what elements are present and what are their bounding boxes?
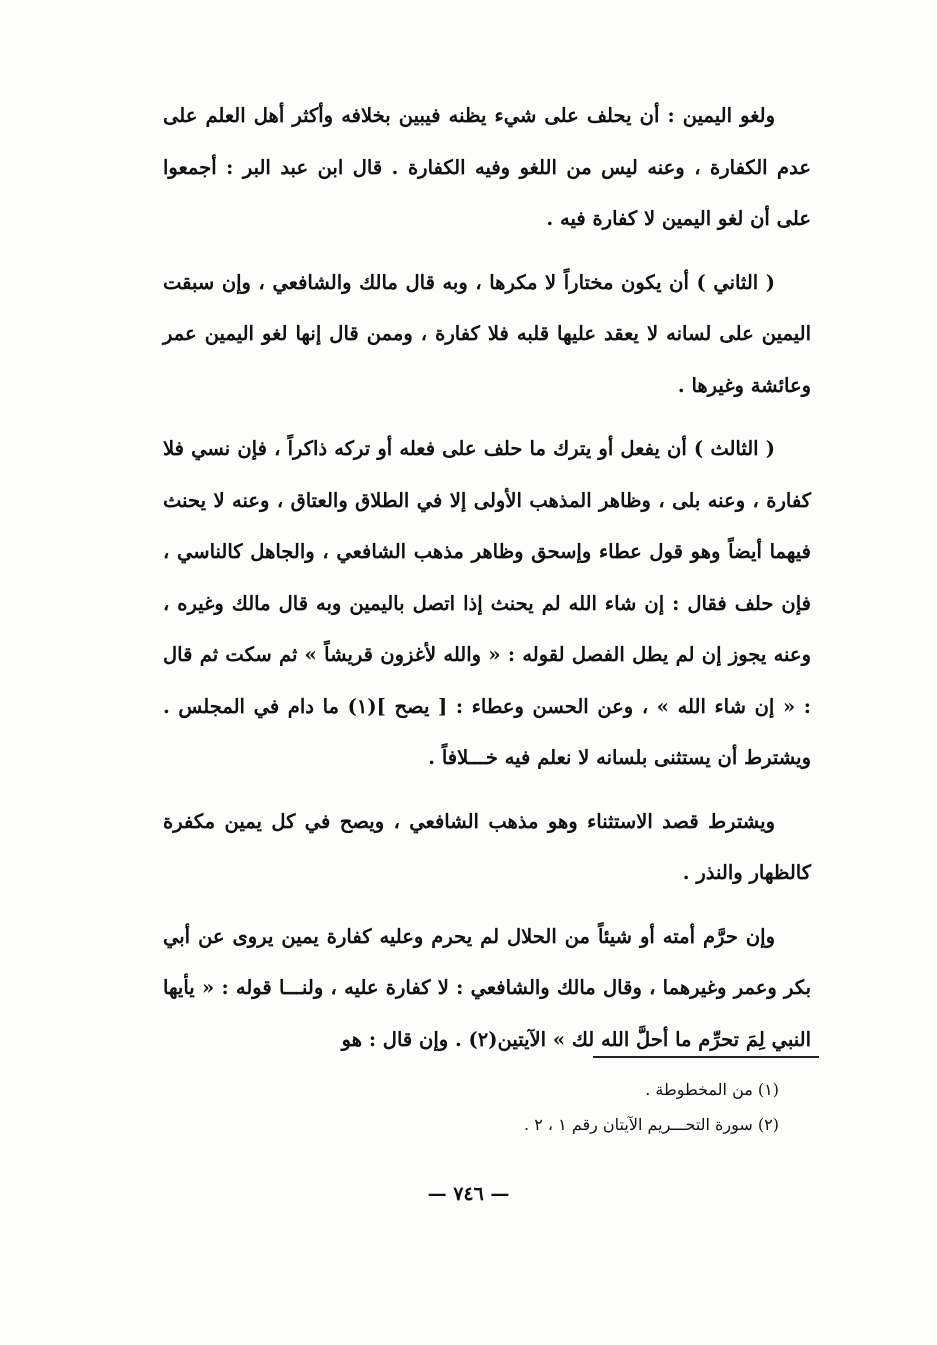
- footnotes: [163, 1072, 779, 1142]
- paragraph-istithna-intent: ويشترط قصد الاستثناء وهو مذهب الشافعي ، ويصح في كل يمين مكفرة كالظهار والنذر .: [163, 809, 811, 884]
- paragraph-prohibiting-lawful: وإن حرَّم أمته أو شيئاً من الحلال لم يحرم وعليه كفارة يمين يروى عن أبي بكر وعمر وغيرهما ، وقال مالك والشافعي : لا كفارة عليه ، ولنـــا قوله : « يأيها النبي لِمَ تحرِّم ما أحلَّ الله لك » الآيتين(٢) . وإن قال : هو: [163, 924, 811, 1051]
- footnote-1: (١) من المخطوطة .: [645, 1080, 779, 1099]
- paragraph-second-condition: ( الثاني ) أن يكون مختاراً لا مكرها ، وبه قال مالك والشافعي ، وإن سبقت اليمين على لسانه لا يعقد عليها قلبه فلا كفارة ، وممن قال إنها لغو اليمين عمر وعائشة وغيرها .: [163, 270, 811, 397]
- page-number: — ٧٤٦ —: [427, 1183, 510, 1205]
- footnote-2: (٢) سورة التحـــريم الآيتان رقم ١ ، ٢ .: [524, 1115, 779, 1134]
- footnote-separator: [593, 1056, 819, 1058]
- paragraph-third-condition: ( الثالث ) أن يفعل أو يترك ما حلف على فعله أو تركه ذاكراً ، فإن نسي فلا كفارة ، وعنه بلى ، وظاهر المذهب الأولى إلا في الطلاق والعتاق ، وعنه لا يحنث فيهما أيضاً وهو قول عطاء وإسحق وظاهر مذهب الشافعي ، والجاهل كالناسي ، فإن حلف فقال : إن شاء الله لم يحنث إذا اتصل باليمين وبه قال مالك وغيره ، وعنه يجوز إن لم يطل الفصل لقوله : « والله لأغزون قريشاً » ثم سكت ثم قال : « إن شاء الله » ، وعن الحسن وعطاء : [ يصح ](١) ما دام في المجلس . ويشترط أن يستثنى بلسانه لا نعلم فيه خـــلافاً .: [163, 437, 811, 769]
- paragraph-oath-laghw: ولغو اليمين : أن يحلف على شيء يظنه فيبين بخلافه وأكثر أهل العلم على عدم الكفارة ، وعنه ليس من اللغو وفيه الكفارة . قال ابن عبد البر : أجمعوا على أن لغو اليمين لا كفارة فيه .: [163, 104, 811, 230]
- main-text: [163, 90, 811, 1065]
